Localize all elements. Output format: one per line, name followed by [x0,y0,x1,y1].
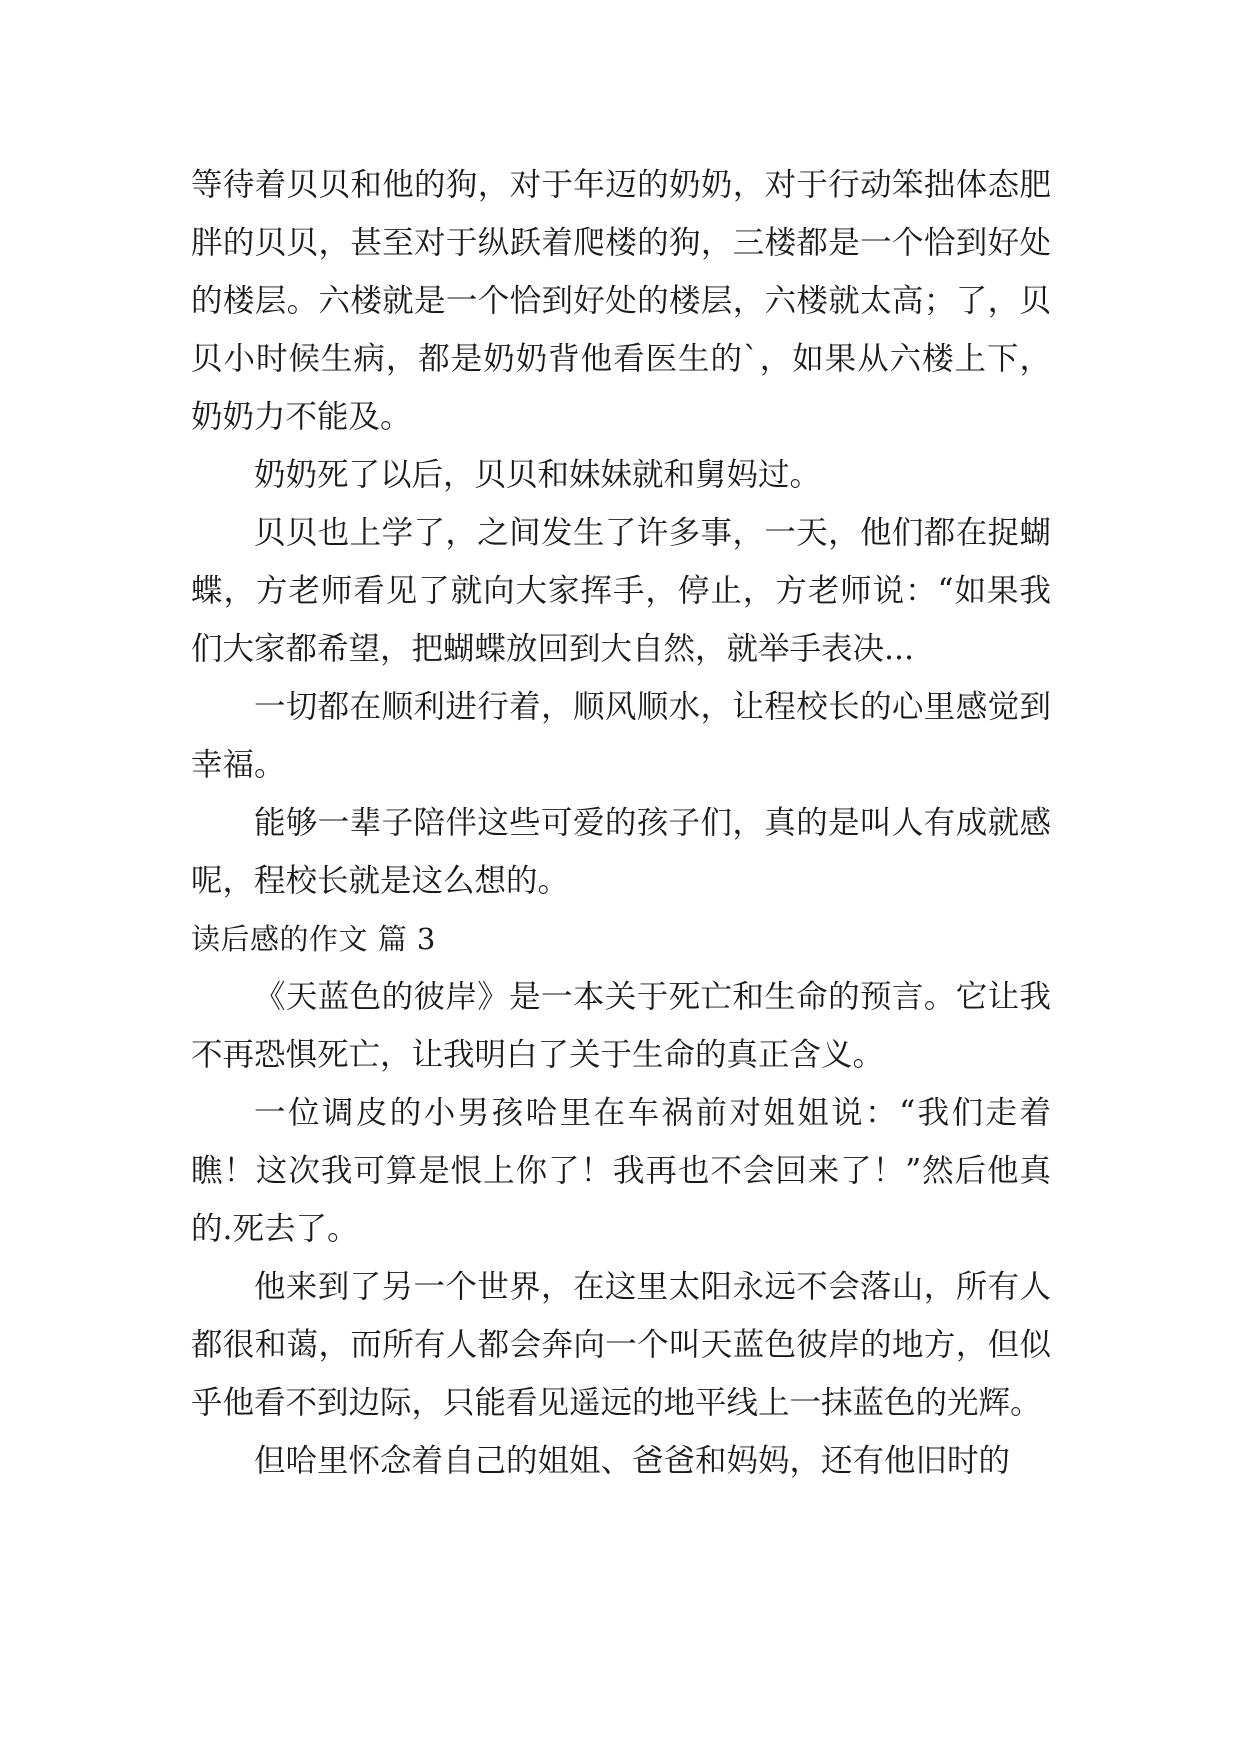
paragraph: 但哈里怀念着自己的姐姐、爸爸和妈妈，还有他旧时的 [254,1443,1011,1479]
paragraph: 《天蓝色的彼岸》是一本关于死亡和生命的预言。它让我不再恐惧死亡，让我明白了关于生命的真正含义。 [191,979,1051,1073]
paragraph: 能够一辈子陪伴这些可爱的孩子们，真的是叫人有成就感呢，程校长就是这么想的。 [191,805,1051,899]
paragraph: 一位调皮的小男孩哈里在车祸前对姐姐说：“我们走着瞧！这次我可算是恨上你了！我再也不会回来了！”然后他真的.死去了。 [191,1095,1051,1247]
paragraph: 奶奶死了以后，贝贝和妹妹就和舅妈过。 [254,457,822,493]
paragraph: 一切都在顺利进行着，顺风顺水，让程校长的心里感觉到幸福。 [191,689,1051,783]
paragraph: 贝贝也上学了，之间发生了许多事，一天，他们都在捉蝴蝶，方老师看见了就向大家挥手，停止，方老师说：“如果我们大家都希望，把蝴蝶放回到大自然，就举手表决... [191,515,1051,667]
section-heading: 读后感的作文 篇 3 [191,922,436,956]
document-page [191,156,1051,1490]
paragraph: 他来到了另一个世界，在这里太阳永远不会落山，所有人都很和蔼，而所有人都会奔向一个叫天蓝色彼岸的地方，但似乎他看不到边际，只能看见遥远的地平线上一抹蓝色的光辉。 [191,1269,1051,1421]
paragraph: 等待着贝贝和他的狗，对于年迈的奶奶，对于行动笨拙体态肥胖的贝贝，甚至对于纵跃着爬楼的狗，三楼都是一个恰到好处的楼层。六楼就是一个恰到好处的楼层，六楼就太高；了，贝贝小时候生病，都是奶奶背他看医生的`，如果从六楼上下，奶奶力不能及。 [191,167,1051,435]
